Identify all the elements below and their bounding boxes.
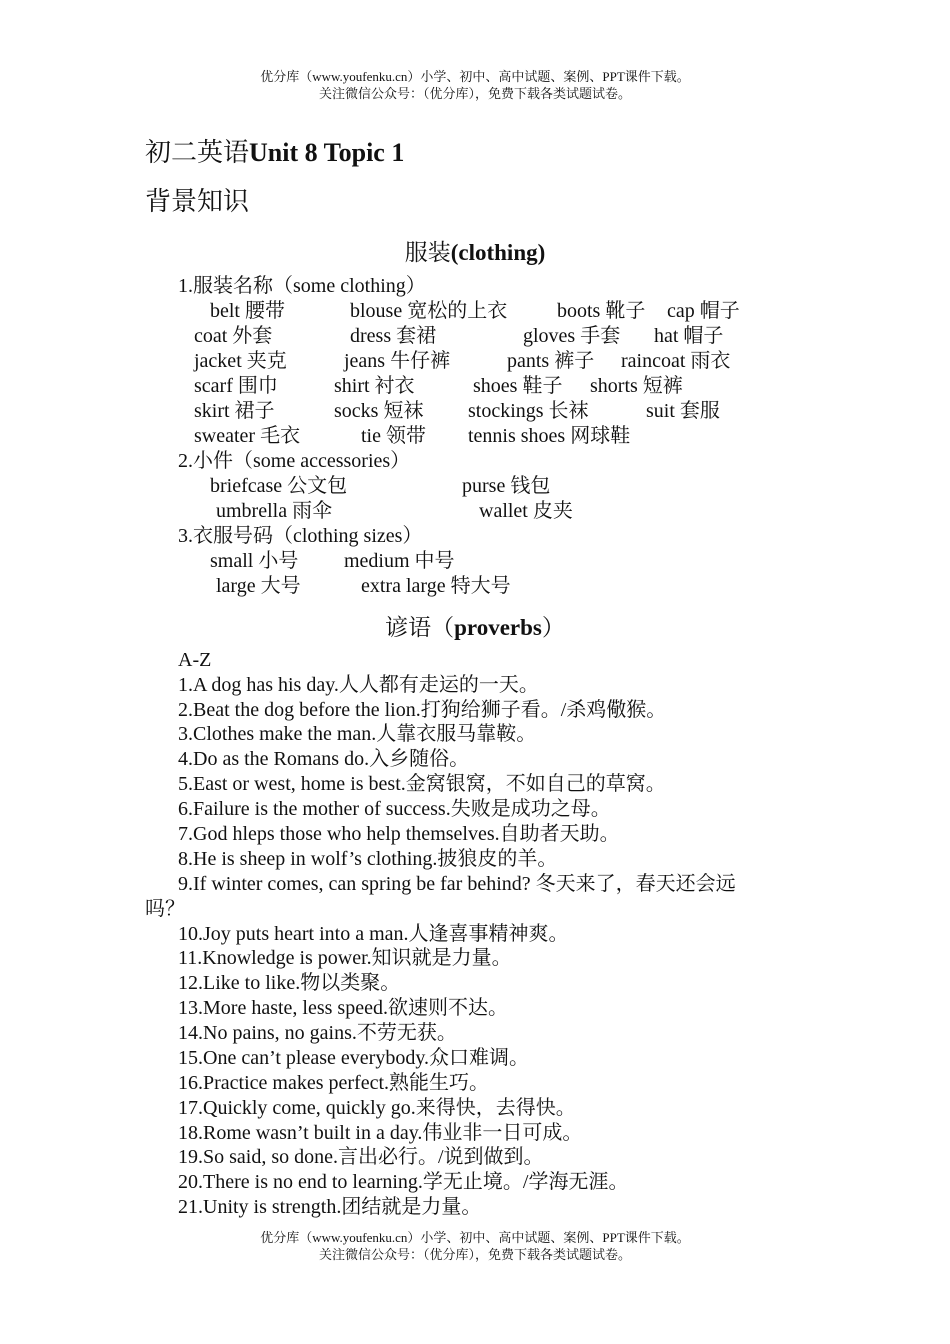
page-title: [145, 132, 404, 169]
size-item: small 小号: [210, 550, 299, 572]
proverb-item: 17.Quickly come, quickly go.来得快，去得快。: [178, 1097, 576, 1119]
clothing-item: stockings 长袜: [468, 400, 589, 422]
header-line-1: 优分库（www.youfenku.cn）小学、初中、高中试题、案例、PPT课件下载。: [260, 69, 690, 84]
proverbs-heading-en: proverbs: [454, 615, 542, 640]
clothing-item: jeans 牛仔裤: [344, 350, 451, 372]
clothing-item: tie 领带: [361, 425, 426, 447]
proverbs-heading-open: 谚语（: [385, 615, 455, 640]
proverb-item: 5.East or west, home is best.金窝银窝，不如自己的草窝。: [178, 773, 666, 795]
accessory-item: briefcase 公文包: [210, 475, 348, 497]
clothing-item: jacket 夹克: [194, 350, 287, 372]
proverb-item-continued: 吗？: [145, 898, 185, 920]
sizes-heading: 3.衣服号码（clothing sizes）: [178, 525, 423, 547]
proverb-item: 15.One can’t please everybody.众口难调。: [178, 1047, 530, 1069]
title-cn: 初二英语: [145, 138, 250, 167]
title-en: Unit 8 Topic 1: [249, 138, 405, 167]
clothing-item: shoes 鞋子: [473, 375, 563, 397]
proverb-item: 2.Beat the dog before the lion.打狗给狮子看。/杀鸡儆猴。: [178, 699, 667, 721]
proverb-item: 6.Failure is the mother of success.失败是成功之母。: [178, 798, 611, 820]
footer-line-1: 优分库（www.youfenku.cn）小学、初中、高中试题、案例、PPT课件下载。: [260, 1230, 690, 1245]
proverb-item: 3.Clothes make the man.人靠衣服马靠鞍。: [178, 723, 537, 745]
proverbs-az: A-Z: [178, 649, 212, 671]
clothing-heading-cn: 服装: [404, 240, 451, 265]
accessory-item: umbrella 雨伞: [216, 500, 333, 522]
size-item: extra large 特大号: [361, 575, 511, 597]
clothing-item: belt 腰带: [210, 300, 285, 322]
clothing-names-heading: 1.服装名称（some clothing）: [178, 275, 426, 297]
accessory-item: wallet 皮夹: [479, 500, 573, 522]
accessory-item: purse 钱包: [462, 475, 551, 497]
proverb-item: 14.No pains, no gains.不劳无获。: [178, 1022, 457, 1044]
page-footer: [0, 1229, 950, 1263]
clothing-item: scarf 围巾: [194, 375, 278, 397]
clothing-item: pants 裤子: [507, 350, 595, 372]
clothing-item: socks 短袜: [334, 400, 424, 422]
footer-line-2: 关注微信公众号：（优分库），免费下载各类试题试卷。: [318, 1247, 631, 1262]
proverb-item: 19.So said, so done.言出必行。/说到做到。: [178, 1146, 544, 1168]
proverb-item: 18.Rome wasn’t built in a day.伟业非一日可成。: [178, 1122, 583, 1144]
clothing-item: blouse 宽松的上衣: [350, 300, 508, 322]
clothing-item: shorts 短裤: [590, 375, 683, 397]
clothing-item: coat 外套: [194, 325, 273, 347]
proverb-item: 13.More haste, less speed.欲速则不达。: [178, 997, 508, 1019]
size-item: large 大号: [216, 575, 301, 597]
proverb-item: 8.He is sheep in wolf’s clothing.披狼皮的羊。: [178, 848, 558, 870]
proverb-item: 11.Knowledge is power.知识就是力量。: [178, 947, 512, 969]
clothing-heading: [0, 234, 950, 267]
proverb-item: 10.Joy puts heart into a man.人逢喜事精神爽。: [178, 923, 569, 945]
clothing-item: shirt 衬衣: [334, 375, 415, 397]
header-line-2: 关注微信公众号：（优分库），免费下载各类试题试卷。: [318, 86, 631, 101]
proverbs-heading: [0, 609, 950, 642]
proverb-item: 21.Unity is strength.团结就是力量。: [178, 1196, 482, 1218]
subtitle: 背景知识: [145, 187, 250, 216]
proverbs-heading-close: ）: [541, 615, 565, 640]
clothing-item: tennis shoes 网球鞋: [468, 425, 631, 447]
clothing-item: skirt 裙子: [194, 400, 275, 422]
clothing-item: boots 靴子: [557, 300, 646, 322]
page-header: [0, 68, 950, 102]
clothing-item: raincoat 雨衣: [621, 350, 731, 372]
clothing-item: sweater 毛衣: [194, 425, 301, 447]
proverb-item: 9.If winter comes, can spring be far behind? 冬天来了，春天还会远: [178, 873, 736, 895]
clothing-item: hat 帽子: [654, 325, 724, 347]
proverb-item: 12.Like to like.物以类聚。: [178, 972, 401, 994]
clothing-item: gloves 手套: [523, 325, 621, 347]
clothing-item: dress 套裙: [350, 325, 437, 347]
clothing-item: cap 帽子: [667, 300, 740, 322]
size-item: medium 中号: [344, 550, 455, 572]
proverb-item: 16.Practice makes perfect.熟能生巧。: [178, 1072, 490, 1094]
proverb-item: 20.There is no end to learning.学无止境。/学海无涯。: [178, 1171, 629, 1193]
clothing-item: suit 套服: [646, 400, 720, 422]
proverb-item: 4.Do as the Romans do.入乡随俗。: [178, 748, 470, 770]
accessories-heading: 2.小件（some accessories）: [178, 450, 411, 472]
proverb-item: 1.A dog has his day.人人都有走运的一天。: [178, 674, 539, 696]
proverb-item: 7.God hleps those who help themselves.自助者天助。: [178, 823, 620, 845]
clothing-heading-en: (clothing): [450, 240, 546, 265]
